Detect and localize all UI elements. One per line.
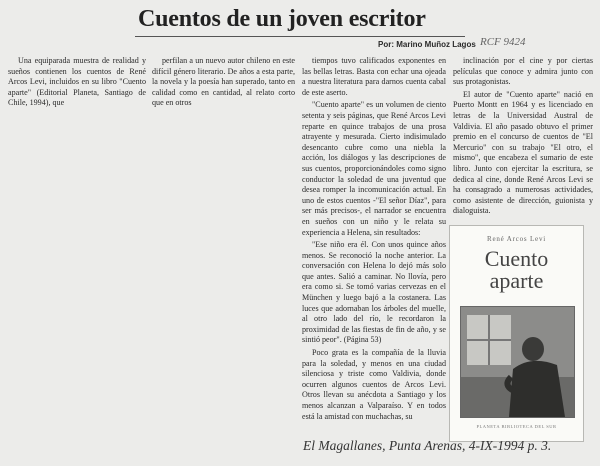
text-column-1 (8, 56, 146, 116)
book-cover-photo (460, 306, 575, 418)
handwritten-source-note: El Magallanes, Punta Arenas, 4-IX-1994 p. 3. (303, 438, 552, 453)
paragraph: tiempos tuvo calificados exponentes en las bellas letras. Basta con echar una ojeada a nuestra literatura para darnos cuenta cabal de este aserto. (302, 56, 446, 97)
quoted-paragraph: "Ese niño era él. Con unos quince años menos. Se reconoció la noche anterior. La conversación con Helena lo dejó más solo que antes. Salió a caminar. No llovía, pero era como si. Se tomó varias cervezas en el München y luego bajó a la costanera. Las luces que adornaban los árboles del muelle, al otro lado del río, le recordaron la proximidad de las fiestas de fin de año, y se sintió peor". (Página 53) (302, 240, 446, 345)
article-byline: Por: Marino Muñoz Lagos (378, 40, 476, 49)
book-title (450, 248, 583, 292)
text-column-2 (152, 56, 295, 116)
paragraph: "Cuento aparte" es un volumen de ciento setenta y seis páginas, que René Arcos Levi reparte en quince trabajos de una prosa atrayente y mesurada. Cierto indisimulado desencanto cubre como una niebla la acción, los diálogos y las descripciones de sus cuentos, proporcionándoles como signo conductor la soledad de una juventud que desea romper la incomunicación actual. En uno de estos cuentos -"El señor Díaz", para ser más precisos-, el narrador se encuentra en sueños con un niño y le relata su experiencia a Helena, sin resultados: (302, 100, 446, 237)
paragraph: Poco grata es la compañía de la lluvia para la soledad, y menos en una ciudad silenciosa y triste como Valdivia, donde ocurren algunos cuentos de Arcos Levi. Otros llevan su anécdota a Santiago y los menos alcanzan a Valparaíso. Y en todos está la amistad con muchachas, su (302, 348, 446, 421)
paragraph: perfilan a un nuevo autor chileno en este difícil género literario. De años a esta parte, la novela y la poesía han superado, tanto en calidad como en cantidad, al relato corto que en otros (152, 56, 295, 108)
book-publisher: PLANETA BIBLIOTECA DEL SUR (476, 424, 557, 429)
article-title: Cuentos de un joven escritor (138, 6, 426, 32)
archive-handwritten-note: RCF 9424 (480, 36, 526, 48)
text-column-4 (453, 56, 593, 222)
paragraph: El autor de "Cuento aparte" nació en Puerto Montt en 1964 y es licenciado en letras de la Universidad Austral de Valdivia. El año pasado obtuvo el primer premio en el concurso de cuentos de "El Mercurio" con su trabajo "El otro, el mismo", que encabeza el sumario de este libro. Junto con ejercitar la escritura, se dedica al cine, donde René Arcos Levi se ha consagrado a numerosas actividades, como asistente de dirección, guionista y dialoguista. (453, 89, 593, 216)
book-title-line-2: aparte (489, 268, 544, 293)
book-title-line-1: Cuento (484, 246, 549, 271)
cover-photo-illustration (461, 307, 574, 417)
paragraph: inclinación por el cine y por ciertas películas que conoce y admira junto con sus protagonistas. (453, 56, 593, 87)
paragraph: Una equiparada muestra de realidad y sueños contienen los cuentos de René Arcos Levi, incluidos en su libro "Cuento aparte" (Editorial Planeta, Santiago de Chile, 1994), que (8, 56, 146, 108)
title-underline (135, 36, 465, 37)
book-cover (449, 225, 584, 442)
book-author: René Arcos Levi (486, 235, 547, 243)
text-column-3 (302, 56, 446, 448)
